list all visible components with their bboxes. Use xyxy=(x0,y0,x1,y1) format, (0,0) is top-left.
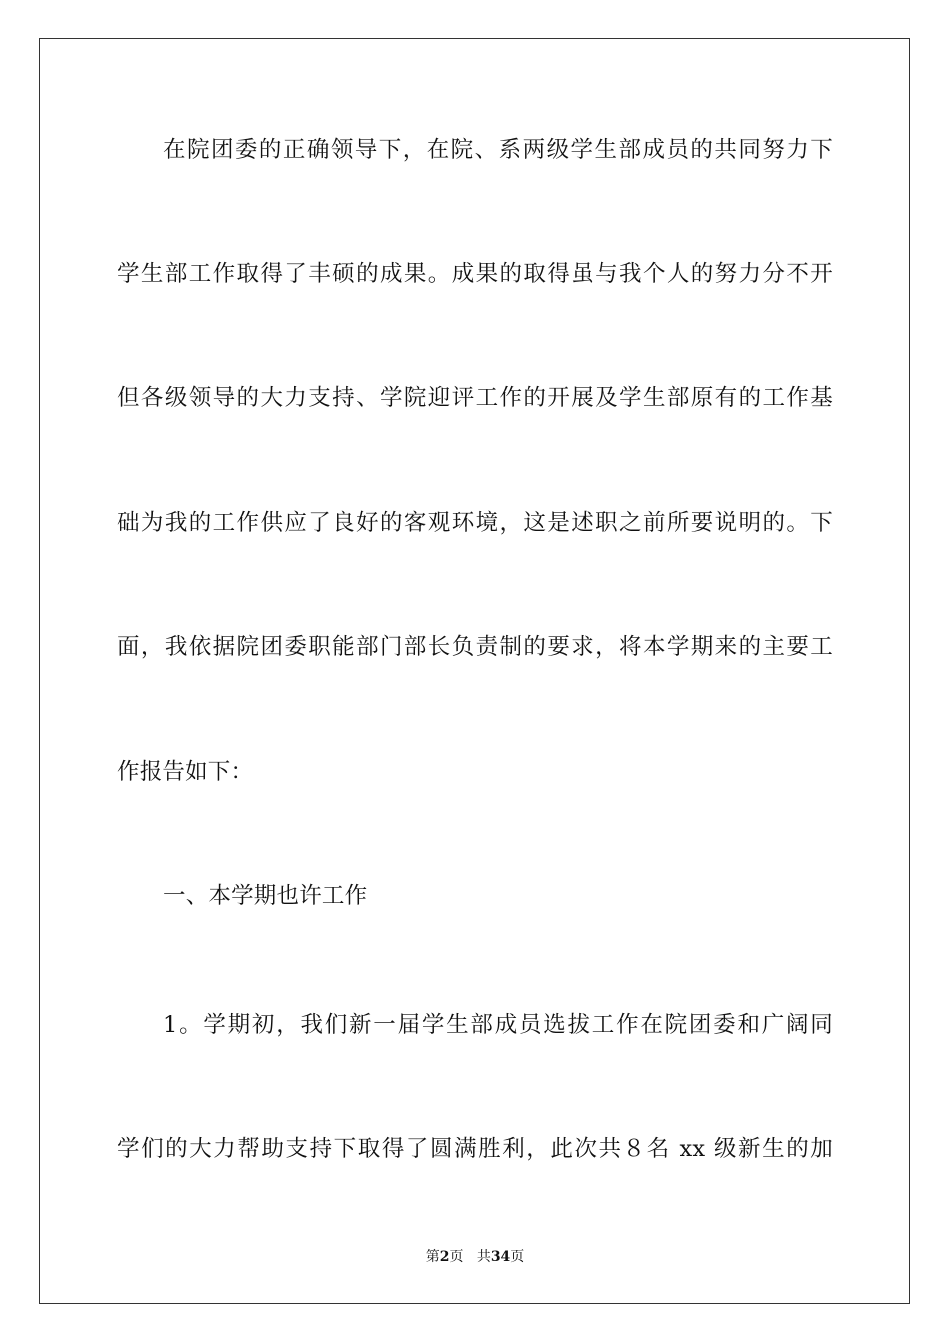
paragraph-line-9: 学们的大力帮助支持下取得了圆满胜利，此次共８名 xx 级新生的加 xyxy=(117,1136,833,1162)
footer-total-suffix: 页 xyxy=(510,1249,525,1265)
paragraph-line-1: 在院团委的正确领导下，在院、系两级学生部成员的共同努力下 xyxy=(163,137,833,163)
footer-page-number: 2 xyxy=(439,1249,450,1265)
paragraph-line-3: 但各级领导的大力支持、学院迎评工作的开展及学生部原有的工作基 xyxy=(117,385,833,411)
paragraph-line-8: 1。学期初，我们新一届学生部成员选拔工作在院团委和广阔同 xyxy=(163,1012,833,1038)
paragraph-line-6: 作报告如下： xyxy=(117,759,254,785)
footer-page-suffix: 页 xyxy=(449,1249,464,1265)
paragraph-line-4: 础为我的工作供应了良好的客观环境，这是述职之前所要说明的。下 xyxy=(117,510,833,536)
page-footer xyxy=(0,1247,950,1267)
page-frame xyxy=(39,38,910,1304)
footer-page-prefix: 第 xyxy=(425,1249,440,1265)
paragraph-line-2: 学生部工作取得了丰硕的成果。成果的取得虽与我个人的努力分不开 xyxy=(117,261,833,287)
paragraph-line-5: 面，我依据院团委职能部门部长负责制的要求，将本学期来的主要工 xyxy=(117,634,833,660)
footer-total-pages: 34 xyxy=(490,1249,511,1265)
section-heading: 一、本学期也许工作 xyxy=(163,883,368,909)
footer-total-prefix: 共 xyxy=(476,1249,491,1265)
